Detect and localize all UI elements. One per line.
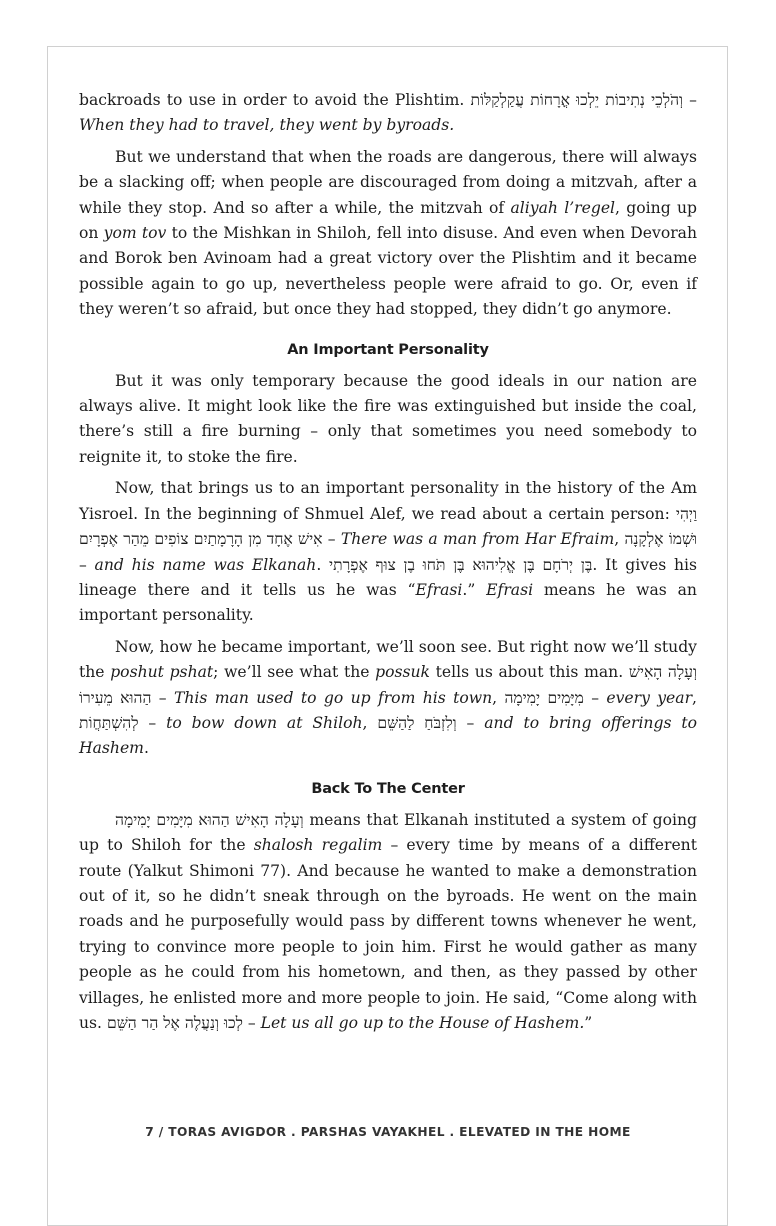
hebrew-quote: לְהִשְׁתַּחֲוֹת [79, 713, 139, 732]
term: shalosh regalim [253, 836, 383, 855]
paragraph [79, 369, 697, 471]
hebrew-quote: וְלִזְבֹּחַ לַהַשֵּׁם [377, 713, 457, 732]
hebrew-quote: וְעָלָה הָאִישׁ הַהוּא מֵעִירוֹ [79, 663, 697, 707]
term: Efrasi [415, 580, 463, 599]
text: means that Elkanah instituted a system of going up to Shiloh for the [79, 810, 697, 855]
text: . [316, 555, 330, 574]
text: Now, that brings us to an important personality in the history of the Am Yisroel. In the beginning of Shmuel Alef, we read about a certain person: [79, 479, 697, 523]
text: ; we’ll see what the [213, 663, 376, 682]
term: Efrasi [486, 580, 534, 599]
translation: every year [606, 688, 693, 707]
paragraph [79, 476, 697, 628]
text: – [79, 555, 95, 574]
text: – [583, 688, 607, 707]
text: , [692, 688, 697, 707]
text: , [362, 713, 378, 732]
text: means he was an important personality. [79, 580, 697, 625]
text: – every time by means of a different route (Yalkut Shimoni 77). And because he wanted to make a demonstration out of it, so he didn’t sneak through on the byroads. He went on the main roads and he purposefully would pass by different towns whenever he went, trying to convince more people to join him. First he would gather as many people as he could from his hometown, and then, as they passed by other villages, he enlisted more and more people to join. He said, “Come along with us. [79, 836, 697, 1032]
term: poshut pshat [110, 663, 214, 682]
term: yom tov [103, 224, 167, 243]
text: But it was only temporary because the good ideals in our nation are always alive. It might look like the fire was extinguished but inside the coal, there’s still a fire burning – only that sometimes you need somebody to reignite it, to stoke the fire. [79, 371, 697, 466]
paragraph [79, 635, 697, 762]
translation: When they had to travel, they went by byroads. [79, 116, 455, 135]
text: – [242, 1014, 261, 1032]
translation: Let us all go up to the House of Hashem. [260, 1014, 585, 1032]
text: – [456, 713, 485, 732]
hebrew-quote: מִיָּמִים יָמִימָה [504, 688, 584, 707]
hebrew-quote: וְהֹלְכֵי נְתִיבוֹת יֵלְכוּ אֳרָחוֹת עֲקַלְקַלּוֹת [470, 91, 684, 109]
hebrew-quote: לְכוּ וְנַעֲלֶה אֶל הַר הַשֵּׁם [106, 1014, 243, 1032]
text: , going up on [79, 198, 697, 243]
page-footer: 7 / TORAS AVIGDOR . PARSHAS VAYAKHEL . ELEVATED IN THE HOME [145, 1125, 631, 1139]
page-content [79, 88, 697, 1042]
translation: There was a man from Har Efraim [340, 530, 615, 549]
translation: and to bring offerings to Hashem [79, 713, 697, 758]
text: tells us about this man. [430, 663, 629, 682]
text: – [683, 91, 697, 109]
hebrew-quote: וְעָלָה הָאִישׁ הַהוּא מִיָּמִים יָמִימָה [115, 810, 304, 829]
term: aliyah l’regel [510, 198, 616, 217]
text: . It gives his lineage there and it tells us he was “ [79, 555, 697, 599]
hebrew-quote: בֶּן יְרֹחָם בֶּן אֱלִיהוּא בֶּן תֹּחוּ בֶן צוּף אֶפְרָתִי [329, 555, 593, 574]
text: , [492, 688, 505, 707]
translation: This man used to go up from his town [173, 688, 493, 707]
hebrew-quote: וּשְׁמוֹ אֶלְקָנָה [624, 530, 698, 549]
section-heading: An Important Personality [287, 341, 489, 358]
section-heading: Back To The Center [311, 780, 465, 797]
term: possuk [375, 663, 431, 682]
text: Now, how he became important, we’ll soon see. But right now we’ll study the [79, 637, 697, 682]
text: ” [584, 1014, 593, 1032]
translation: to bow down at Shiloh [166, 713, 363, 732]
text: to the Mishkan in Shiloh, fell into disuse. And even when Devorah and Borok ben Avinoam had a great victory over the Plishtim and it became possible again to go up, nevertheless people were afraid to go. Or, even if they weren’t so afraid, but once they had stopped, they didn’t go anymore. [79, 224, 698, 319]
text: backroads to use in order to avoid the Plishtim. [79, 91, 471, 109]
text: , [614, 530, 625, 549]
paragraph [79, 88, 697, 139]
text: – [138, 713, 167, 732]
text: .” [462, 580, 487, 599]
paragraph [79, 808, 697, 1037]
text: . [143, 739, 149, 758]
text: But we understand that when the roads are dangerous, there will always be a slacking off; when people are discouraged from doing a mitzvah, after a while they stop. And so after a while, the mitzvah of [79, 147, 697, 217]
text: – [322, 530, 341, 549]
paragraph [79, 145, 697, 323]
hebrew-quote: וַיְהִי אִישׁ אֶחָד מִן הָרָמָתַיִם צוֹפִים מֵהַר אֶפְרָיִם [79, 504, 697, 549]
text: – [151, 688, 174, 707]
translation: and his name was Elkanah [94, 555, 317, 574]
